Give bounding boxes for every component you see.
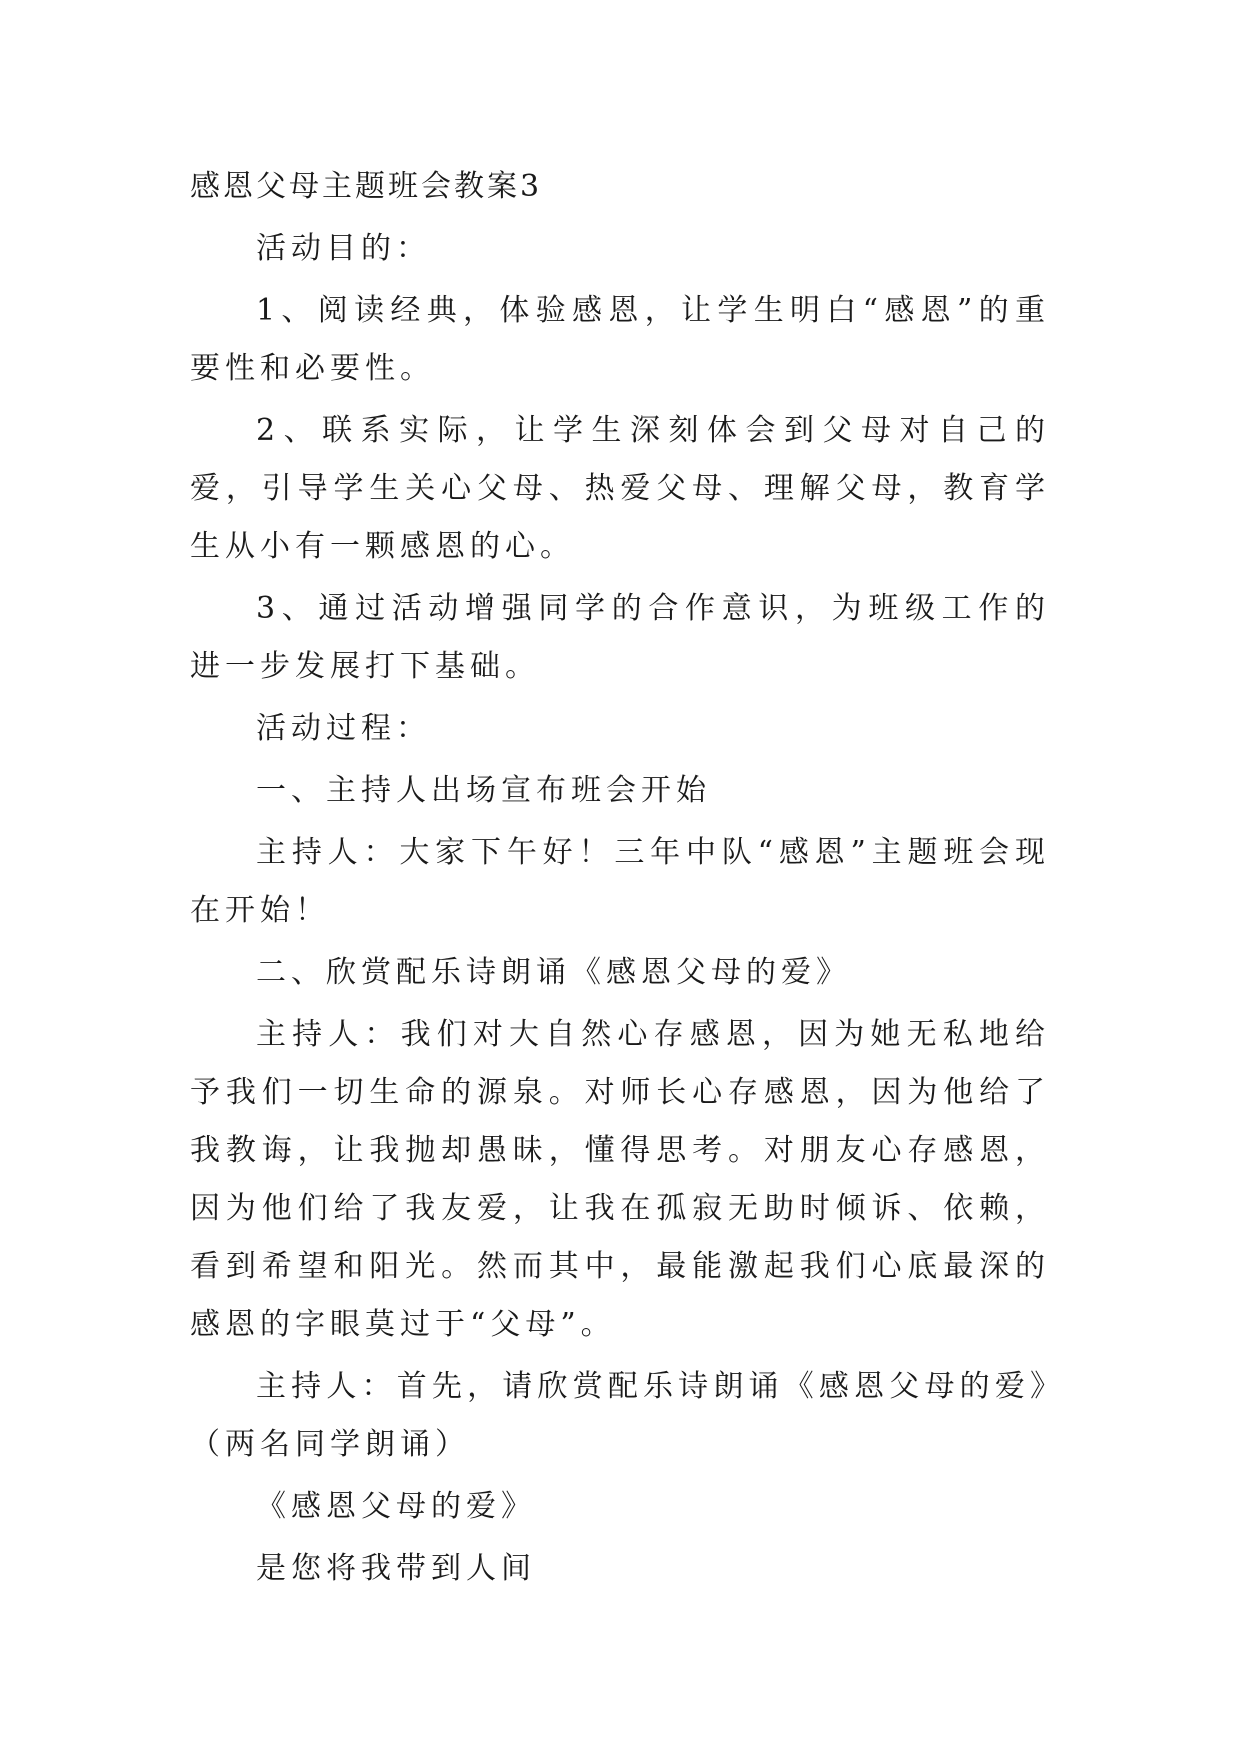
document-title: 感恩父母主题班会教案3 (190, 169, 543, 204)
section-heading-purpose: 活动目的： (256, 231, 431, 266)
purpose-item-1: 1、阅读经典，体验感恩，让学生明白“感恩”的重要性和必要性。 (190, 293, 1050, 386)
poem-line-1: 是您将我带到人间 (256, 1551, 536, 1586)
purpose-item-3: 3、通过活动增强同学的合作意识，为班级工作的进一步发展打下基础。 (190, 591, 1050, 684)
purpose-item-2: 2、联系实际，让学生深刻体会到父母对自己的爱，引导学生关心父母、热爱父母、理解父母，教育学生从小有一颗感恩的心。 (190, 413, 1050, 564)
section-heading-process: 活动过程： (256, 711, 431, 746)
host-line-1: 主持人：大家下午好！三年中队“感恩”主题班会现在开始！ (190, 835, 1050, 928)
poem-title: 《感恩父母的爱》 (256, 1489, 536, 1524)
document-body (190, 158, 1050, 1598)
host-line-3: 主持人：首先，请欣赏配乐诗朗诵《感恩父母的爱》（两名同学朗诵） (190, 1369, 1050, 1462)
host-line-2: 主持人：我们对大自然心存感恩，因为她无私地给予我们一切生命的源泉。对师长心存感恩，因为他给了我教诲，让我抛却愚昧，懂得思考。对朋友心存感恩，因为他们给了我友爱，让我在孤寂无助时倾诉、依赖，看到希望和阳光。然而其中，最能激起我们心底最深的感恩的字眼莫过于“父母”。 (190, 1017, 1050, 1342)
process-step-1: 一、主持人出场宣布班会开始 (256, 773, 711, 808)
process-step-2: 二、欣赏配乐诗朗诵《感恩父母的爱》 (256, 955, 851, 990)
